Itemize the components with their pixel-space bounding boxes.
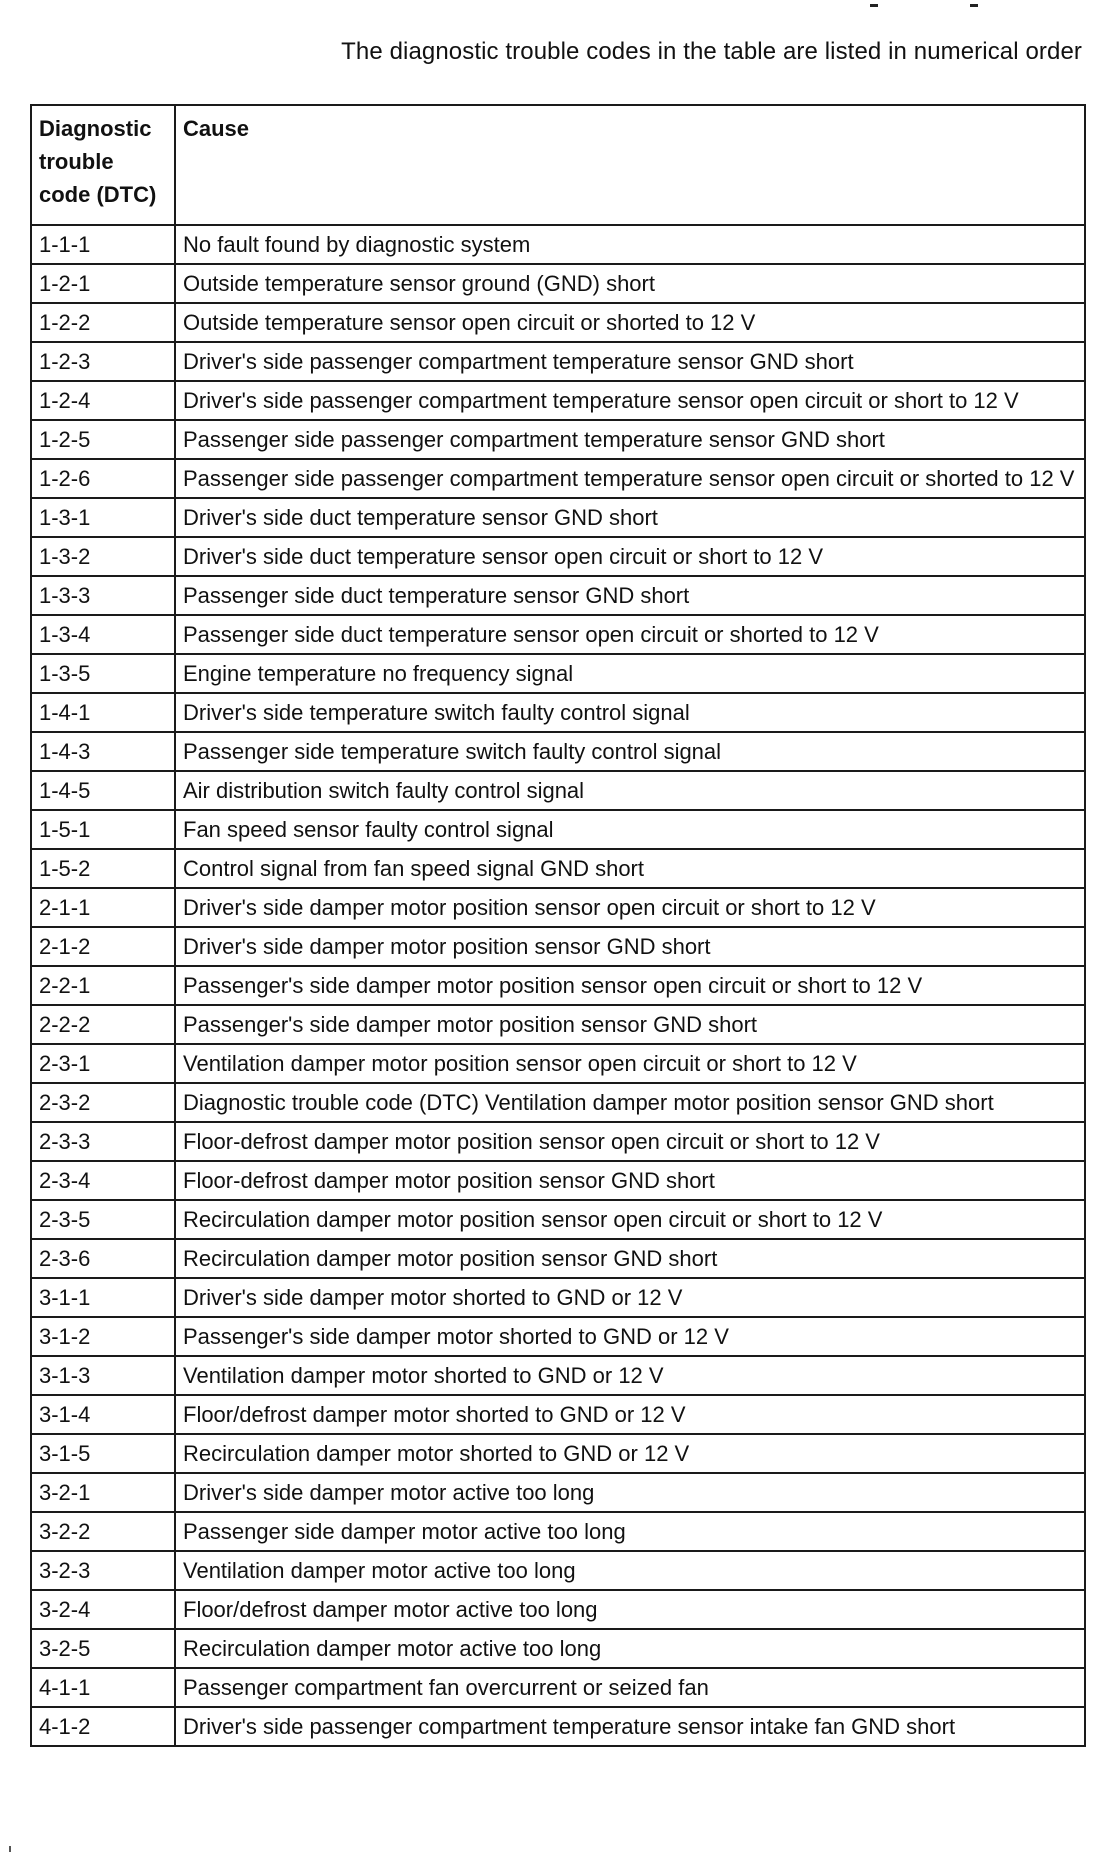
dtc-code-cell: 3-1-3 bbox=[31, 1356, 175, 1395]
dtc-code-cell: 1-4-1 bbox=[31, 693, 175, 732]
dtc-cause-cell: Outside temperature sensor open circuit or shorted to 12 V bbox=[175, 303, 1085, 342]
dtc-cause-cell: Diagnostic trouble code (DTC) Ventilation damper motor position sensor GND short bbox=[175, 1083, 1085, 1122]
table-row bbox=[31, 1005, 1085, 1044]
dtc-code-cell: 2-3-3 bbox=[31, 1122, 175, 1161]
dtc-code-cell: 2-2-1 bbox=[31, 966, 175, 1005]
table-row bbox=[31, 1629, 1085, 1668]
dtc-code-cell: 1-3-1 bbox=[31, 498, 175, 537]
dtc-cause-cell: Passenger side duct temperature sensor open circuit or shorted to 12 V bbox=[175, 615, 1085, 654]
dtc-code-cell: 1-2-3 bbox=[31, 342, 175, 381]
dtc-code-cell: 3-1-2 bbox=[31, 1317, 175, 1356]
dtc-cause-cell: Passenger side passenger compartment temperature sensor GND short bbox=[175, 420, 1085, 459]
table-row bbox=[31, 654, 1085, 693]
dtc-cause-cell: Passenger side damper motor active too long bbox=[175, 1512, 1085, 1551]
table-row bbox=[31, 498, 1085, 537]
dtc-cause-cell: Driver's side passenger compartment temperature sensor intake fan GND short bbox=[175, 1707, 1085, 1746]
dtc-cause-cell: Air distribution switch faulty control signal bbox=[175, 771, 1085, 810]
dtc-code-cell: 2-1-1 bbox=[31, 888, 175, 927]
table-row bbox=[31, 888, 1085, 927]
dtc-cause-cell: Fan speed sensor faulty control signal bbox=[175, 810, 1085, 849]
table-row bbox=[31, 225, 1085, 264]
dtc-code-cell: 3-1-5 bbox=[31, 1434, 175, 1473]
table-row bbox=[31, 927, 1085, 966]
dtc-code-cell: 4-1-2 bbox=[31, 1707, 175, 1746]
table-row bbox=[31, 1278, 1085, 1317]
table-row bbox=[31, 810, 1085, 849]
dtc-code-cell: 3-1-1 bbox=[31, 1278, 175, 1317]
dtc-code-cell: 2-1-2 bbox=[31, 927, 175, 966]
table-row bbox=[31, 1434, 1085, 1473]
scan-mark bbox=[870, 4, 878, 7]
dtc-cause-cell: Passenger side passenger compartment temperature sensor open circuit or shorted to 12 V bbox=[175, 459, 1085, 498]
dtc-cause-cell: Driver's side damper motor shorted to GND or 12 V bbox=[175, 1278, 1085, 1317]
dtc-code-cell: 3-2-3 bbox=[31, 1551, 175, 1590]
header-code: Diagnostic trouble code (DTC) bbox=[31, 105, 175, 225]
dtc-code-cell: 1-3-4 bbox=[31, 615, 175, 654]
dtc-cause-cell: Driver's side damper motor position sensor open circuit or short to 12 V bbox=[175, 888, 1085, 927]
dtc-code-cell: 2-3-5 bbox=[31, 1200, 175, 1239]
dtc-cause-cell: Ventilation damper motor position sensor open circuit or short to 12 V bbox=[175, 1044, 1085, 1083]
table-row bbox=[31, 732, 1085, 771]
dtc-cause-cell: No fault found by diagnostic system bbox=[175, 225, 1085, 264]
dtc-cause-cell: Floor/defrost damper motor active too long bbox=[175, 1590, 1085, 1629]
dtc-code-cell: 1-4-5 bbox=[31, 771, 175, 810]
table-row bbox=[31, 693, 1085, 732]
table-row bbox=[31, 381, 1085, 420]
dtc-cause-cell: Engine temperature no frequency signal bbox=[175, 654, 1085, 693]
table-row bbox=[31, 420, 1085, 459]
dtc-code-cell: 2-3-2 bbox=[31, 1083, 175, 1122]
dtc-code-cell: 1-3-3 bbox=[31, 576, 175, 615]
dtc-cause-cell: Driver's side passenger compartment temperature sensor GND short bbox=[175, 342, 1085, 381]
dtc-code-cell: 2-3-4 bbox=[31, 1161, 175, 1200]
dtc-code-cell: 1-5-2 bbox=[31, 849, 175, 888]
table-row bbox=[31, 1668, 1085, 1707]
dtc-cause-cell: Driver's side duct temperature sensor GND short bbox=[175, 498, 1085, 537]
table-row bbox=[31, 1122, 1085, 1161]
table-row bbox=[31, 1239, 1085, 1278]
dtc-cause-cell: Floor/defrost damper motor shorted to GND or 12 V bbox=[175, 1395, 1085, 1434]
top-scan-marks bbox=[870, 0, 990, 14]
dtc-cause-cell: Ventilation damper motor shorted to GND or 12 V bbox=[175, 1356, 1085, 1395]
table-row bbox=[31, 1044, 1085, 1083]
dtc-cause-cell: Recirculation damper motor active too long bbox=[175, 1629, 1085, 1668]
dtc-code-cell: 1-2-6 bbox=[31, 459, 175, 498]
dtc-cause-cell: Control signal from fan speed signal GND short bbox=[175, 849, 1085, 888]
table-row bbox=[31, 615, 1085, 654]
table-row bbox=[31, 1551, 1085, 1590]
dtc-code-cell: 1-2-4 bbox=[31, 381, 175, 420]
dtc-cause-cell: Driver's side duct temperature sensor open circuit or short to 12 V bbox=[175, 537, 1085, 576]
table-row bbox=[31, 1317, 1085, 1356]
table-row bbox=[31, 459, 1085, 498]
dtc-cause-cell: Driver's side damper motor position sensor GND short bbox=[175, 927, 1085, 966]
dtc-cause-cell: Recirculation damper motor shorted to GND or 12 V bbox=[175, 1434, 1085, 1473]
table-row bbox=[31, 1590, 1085, 1629]
table-row bbox=[31, 849, 1085, 888]
table-row bbox=[31, 264, 1085, 303]
table-body bbox=[31, 225, 1085, 1746]
table-row bbox=[31, 1395, 1085, 1434]
dtc-cause-cell: Ventilation damper motor active too long bbox=[175, 1551, 1085, 1590]
dtc-code-cell: 1-4-3 bbox=[31, 732, 175, 771]
table-header-row bbox=[31, 105, 1085, 225]
dtc-table bbox=[30, 104, 1086, 1747]
dtc-cause-cell: Recirculation damper motor position sensor GND short bbox=[175, 1239, 1085, 1278]
dtc-code-cell: 3-2-1 bbox=[31, 1473, 175, 1512]
dtc-cause-cell: Passenger's side damper motor shorted to GND or 12 V bbox=[175, 1317, 1085, 1356]
dtc-cause-cell: Outside temperature sensor ground (GND) short bbox=[175, 264, 1085, 303]
table-row bbox=[31, 771, 1085, 810]
margin-mark bbox=[9, 1846, 11, 1852]
dtc-code-cell: 3-2-4 bbox=[31, 1590, 175, 1629]
table-row bbox=[31, 303, 1085, 342]
dtc-code-cell: 2-3-6 bbox=[31, 1239, 175, 1278]
table-row bbox=[31, 1083, 1085, 1122]
dtc-cause-cell: Passenger side temperature switch faulty control signal bbox=[175, 732, 1085, 771]
table-row bbox=[31, 1200, 1085, 1239]
dtc-cause-cell: Passenger side duct temperature sensor GND short bbox=[175, 576, 1085, 615]
dtc-code-cell: 4-1-1 bbox=[31, 1668, 175, 1707]
dtc-code-cell: 1-1-1 bbox=[31, 225, 175, 264]
dtc-cause-cell: Driver's side damper motor active too long bbox=[175, 1473, 1085, 1512]
header-cause: Cause bbox=[175, 105, 1085, 225]
dtc-cause-cell: Floor-defrost damper motor position sensor open circuit or short to 12 V bbox=[175, 1122, 1085, 1161]
table-row bbox=[31, 1161, 1085, 1200]
table-row bbox=[31, 1512, 1085, 1551]
dtc-cause-cell: Floor-defrost damper motor position sensor GND short bbox=[175, 1161, 1085, 1200]
scan-mark bbox=[970, 4, 978, 7]
dtc-cause-cell: Recirculation damper motor position sensor open circuit or short to 12 V bbox=[175, 1200, 1085, 1239]
dtc-code-cell: 1-2-2 bbox=[31, 303, 175, 342]
dtc-cause-cell: Driver's side temperature switch faulty control signal bbox=[175, 693, 1085, 732]
dtc-cause-cell: Passenger's side damper motor position sensor open circuit or short to 12 V bbox=[175, 966, 1085, 1005]
dtc-code-cell: 2-3-1 bbox=[31, 1044, 175, 1083]
dtc-cause-cell: Passenger's side damper motor position sensor GND short bbox=[175, 1005, 1085, 1044]
table-row bbox=[31, 537, 1085, 576]
table-row bbox=[31, 1707, 1085, 1746]
table-row bbox=[31, 1356, 1085, 1395]
table-row bbox=[31, 966, 1085, 1005]
table-row bbox=[31, 342, 1085, 381]
intro-text: The diagnostic trouble codes in the table are listed in numerical order bbox=[341, 38, 1082, 65]
table-row bbox=[31, 1473, 1085, 1512]
dtc-code-cell: 3-2-5 bbox=[31, 1629, 175, 1668]
dtc-code-cell: 1-3-2 bbox=[31, 537, 175, 576]
dtc-code-cell: 2-2-2 bbox=[31, 1005, 175, 1044]
dtc-code-cell: 3-2-2 bbox=[31, 1512, 175, 1551]
dtc-code-cell: 3-1-4 bbox=[31, 1395, 175, 1434]
dtc-code-cell: 1-2-1 bbox=[31, 264, 175, 303]
dtc-cause-cell: Passenger compartment fan overcurrent or seized fan bbox=[175, 1668, 1085, 1707]
table-row bbox=[31, 576, 1085, 615]
dtc-code-cell: 1-2-5 bbox=[31, 420, 175, 459]
dtc-cause-cell: Driver's side passenger compartment temperature sensor open circuit or short to 12 V bbox=[175, 381, 1085, 420]
dtc-code-cell: 1-3-5 bbox=[31, 654, 175, 693]
dtc-code-cell: 1-5-1 bbox=[31, 810, 175, 849]
